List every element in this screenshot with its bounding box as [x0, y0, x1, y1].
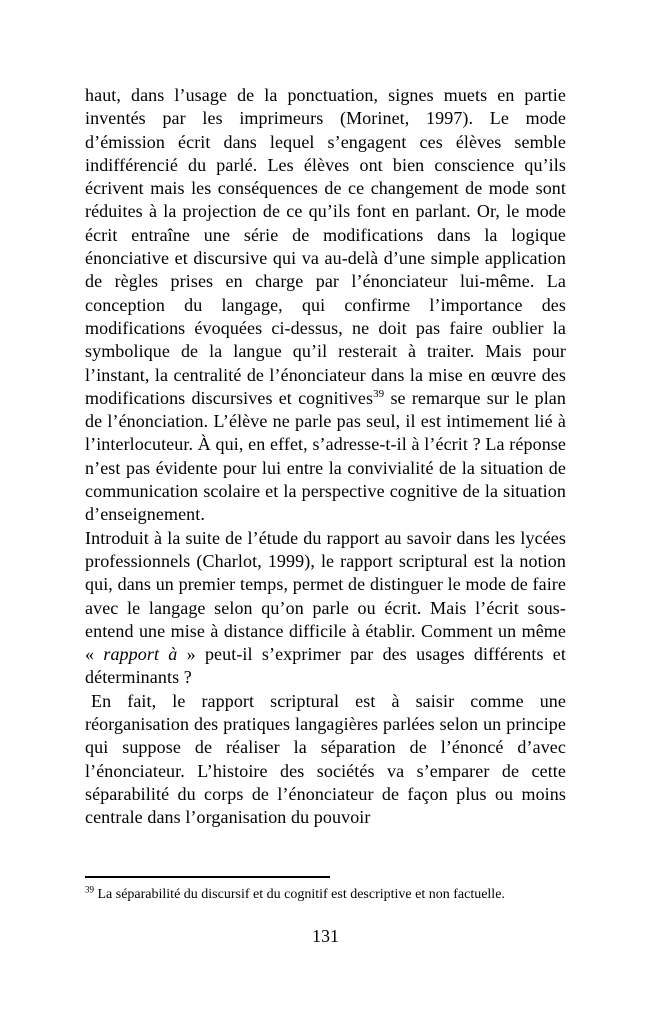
footnote-separator-rule: [85, 876, 330, 878]
footnote: [85, 885, 566, 905]
paragraph-3: [85, 690, 566, 830]
text-segment: se remarque sur le plan de l’énonciation. L’élève ne parle pas seul, il est intimement lié à l’interlocuteur. À qui, en effet, s’adresse-t-il à l’écrit ? La réponse n’est pas évidente pour lui entre la convivialité de la situation de communication scolaire et la perspective cognitive de la situation d’enseignement.: [85, 387, 566, 525]
paragraph-1: [85, 84, 566, 527]
footnote-area: [85, 876, 566, 905]
text-segment: Introduit à la suite de l’étude du rapport au savoir dans les lycées professionnels (Charlot, 1999), le rapport scriptural est la notion qui, dans un premier temps, permet de distinguer le mode de faire avec le langage selon qu’on parle ou écrit. Mais l’écrit sous-entend une mise à distance difficile à établir. Comment un même «: [85, 527, 566, 665]
footnote-number: 39: [85, 884, 94, 895]
footnote-ref-marker: 39: [373, 387, 385, 400]
page-number: 131: [312, 926, 339, 946]
text-segment: » peut-il s’exprimer par des usages différents et déterminants ?: [85, 644, 566, 688]
text-segment: En fait, le rapport scriptural est à saisir comme une réorganisation des pratiques langagières parlées selon un principe qui suppose de réaliser la séparation de l’énoncé d’avec l’énonciateur. L’histoire des sociétés va s’emparer de cette séparabilité du corps de l’énonciateur de façon plus ou moins centrale dans l’organisation du pouvoir: [85, 690, 566, 828]
text-segment: haut, dans l’usage de la ponctuation, signes muets en partie inventés par les imprimeurs (Morinet, 1997). Le mode d’émission écrit dans lequel s’engagent ces élèves semble indifférencié du parlé. Les élèves ont bien conscience qu’ils écrivent mais les conséquences de ce changement de mode sont réduites à la projection de ce qu’ils font en parlant. Or, le mode écrit entraîne une série de modifications dans la logique énonciative et discursive qui va au-delà d’une simple application de règles prises en charge par l’énonciateur lui-même. La conception du langage, qui confirme l’importance des modifications évoquées ci-dessus, ne doit pas faire oublier la symbolique de la langue qu’il resterait à traiter. Mais pour l’instant, la centralité de l’énonciateur dans la mise en œuvre des modifications discursives et cognitives: [85, 85, 566, 408]
paragraph-2: [85, 527, 566, 690]
footnote-text: La séparabilité du discursif et du cognitif est descriptive et non factuelle.: [94, 887, 505, 902]
italic-phrase: rapport à: [103, 644, 178, 665]
body-text: [85, 84, 566, 830]
